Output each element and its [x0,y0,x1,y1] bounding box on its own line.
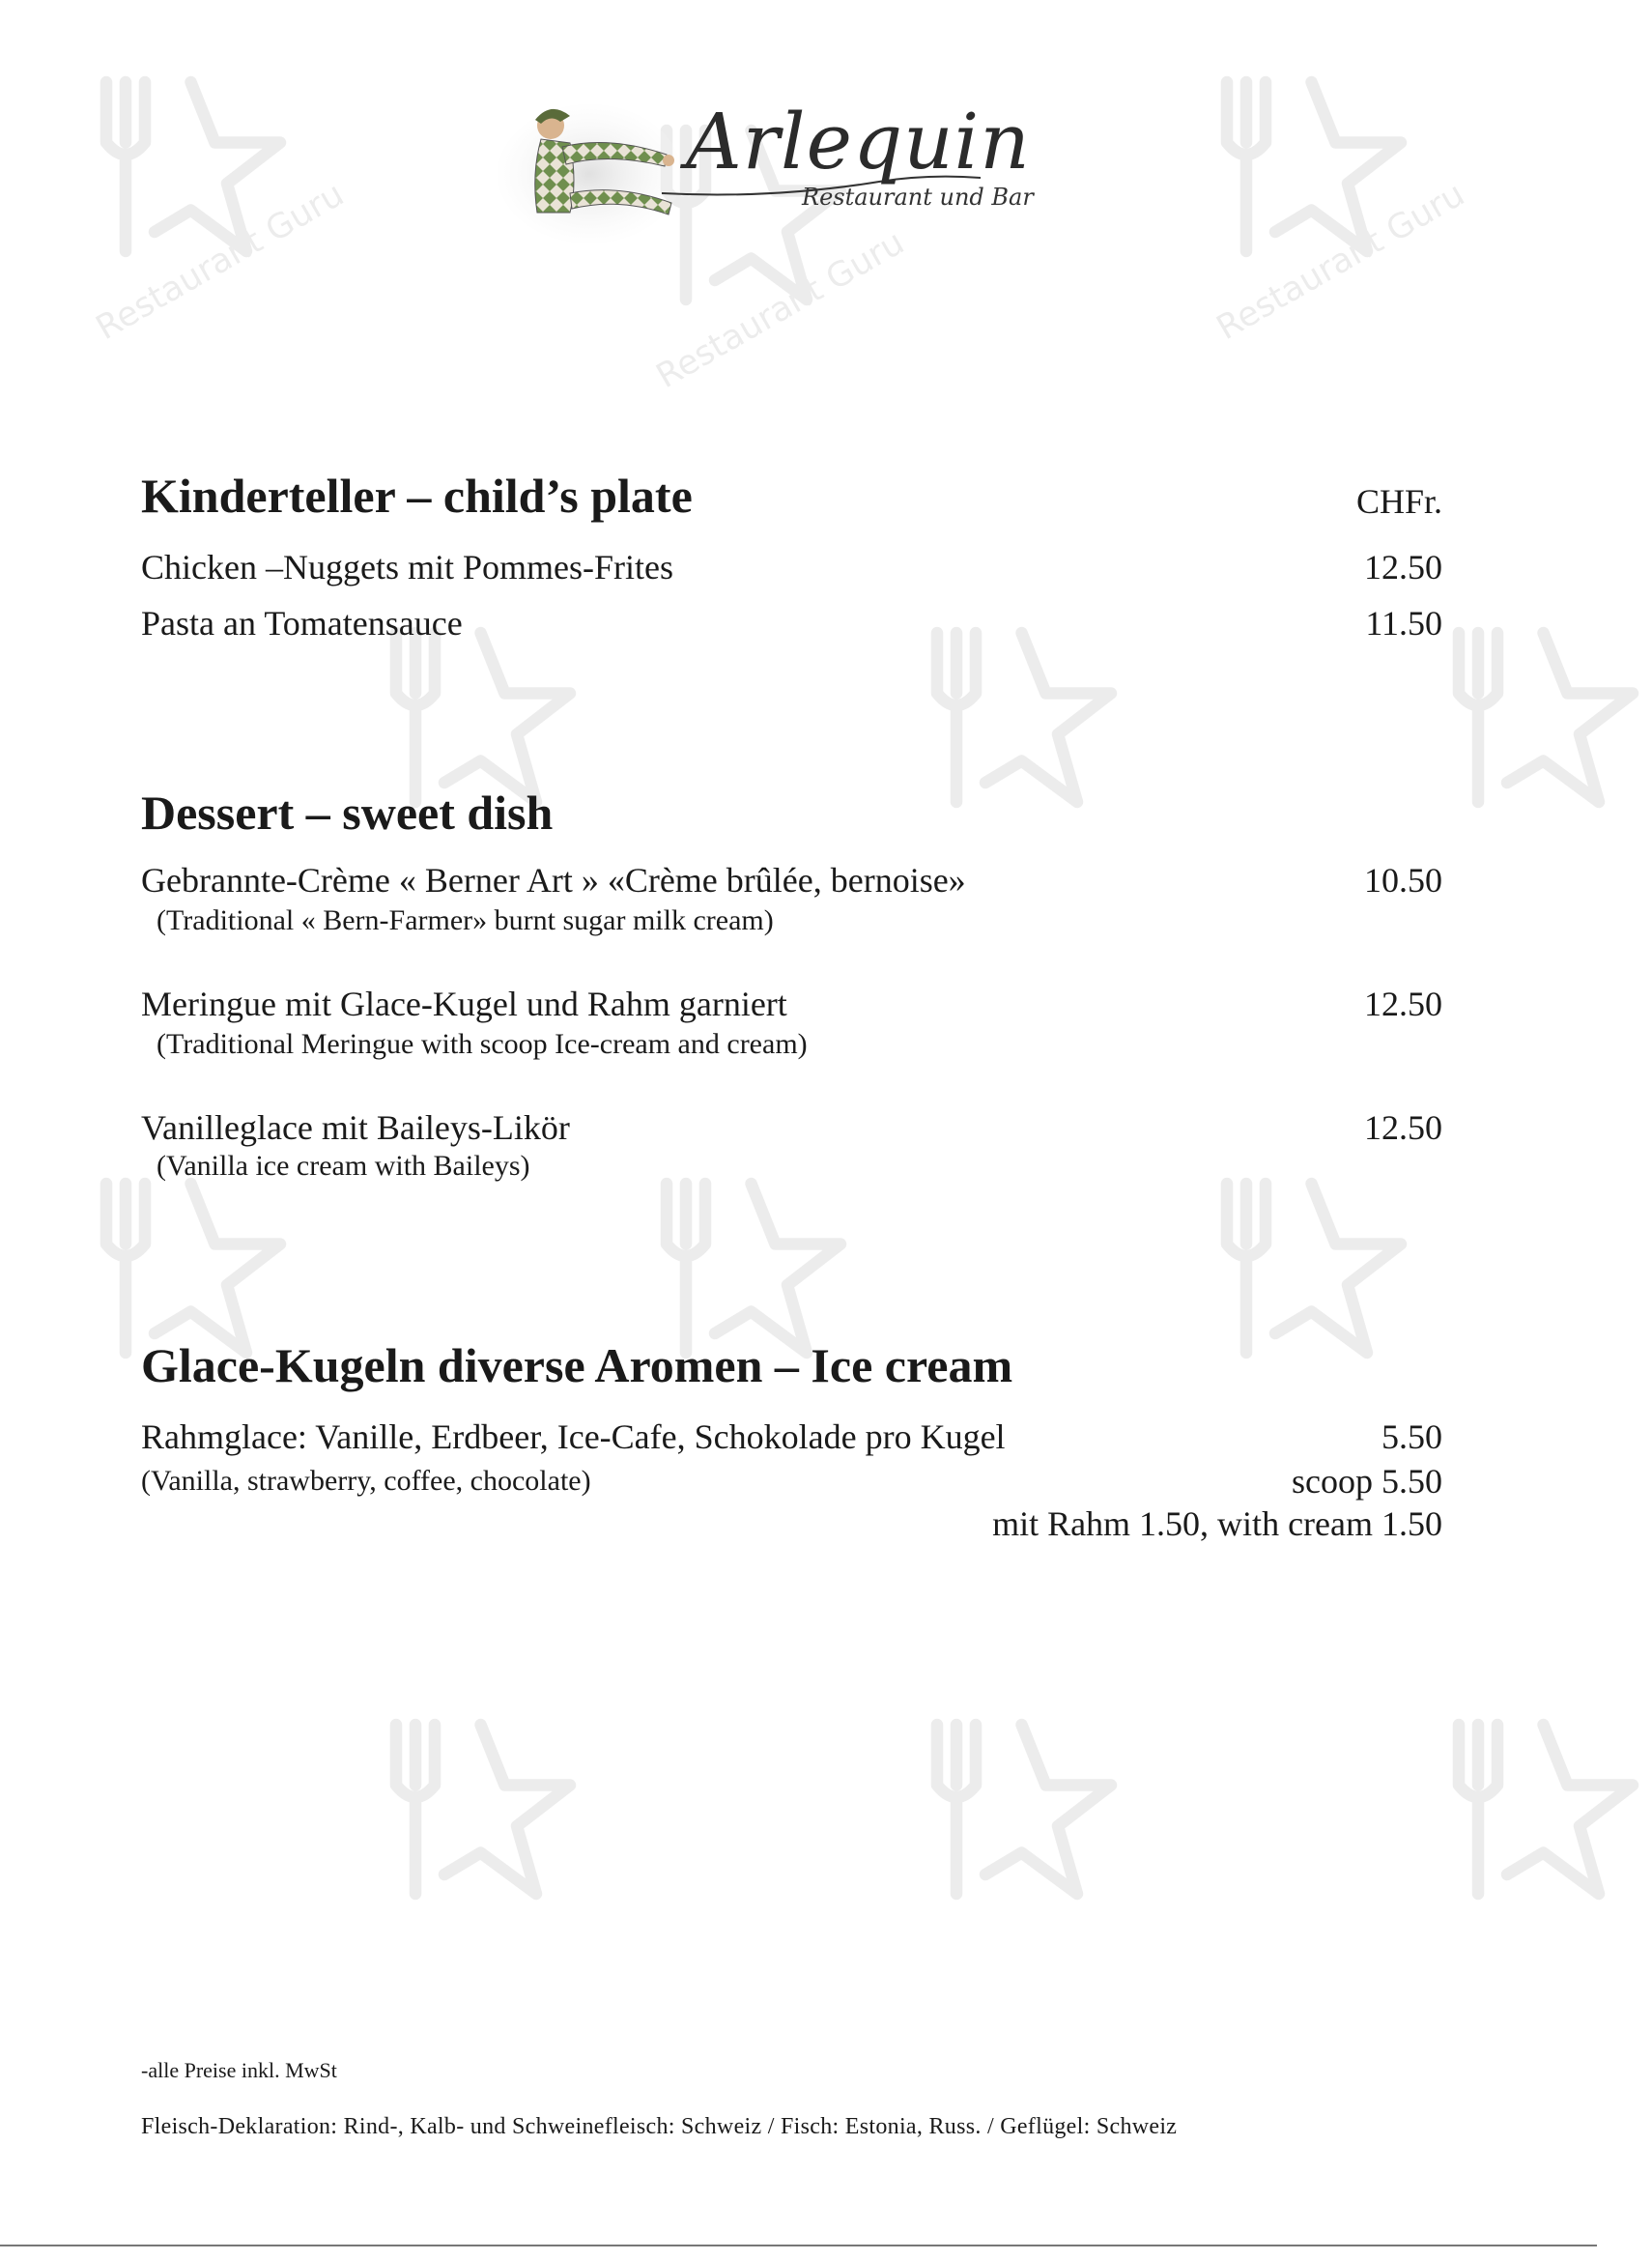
section-title-dessert: Dessert – sweet dish [141,786,554,840]
watermark-fork-star-icon [1179,58,1471,349]
logo-name: Arlequin [686,97,1031,186]
watermark-fork-star-icon [58,58,351,349]
logo-tagline: Restaurant und Bar [802,184,1034,211]
menu-item-description: (Traditional « Bern-Farmer» burnt sugar milk cream) [157,904,774,936]
menu-item-description: (Traditional Meringue with scoop Ice-cream and cream) [157,1028,808,1060]
menu-item-name: Vanilleglace mit Baileys-Likör [141,1108,570,1147]
watermark-fork-star-icon [348,1701,589,1942]
menu-item-name: Gebrannte-Crème « Berner Art » «Crème brûlée, bernoise» [141,861,966,900]
svg-text:Restaurant Guru: Restaurant Guru [89,175,351,349]
currency-label: CHFr. [1355,482,1442,521]
menu-item-price: 12.50 [1364,1108,1442,1147]
menu-item-description: (Vanilla ice cream with Baileys) [157,1150,530,1182]
menu-item-price: 12.50 [1364,985,1442,1023]
menu-item-price: 5.50 [1381,1417,1442,1456]
menu-item-extra: mit Rahm 1.50, with cream 1.50 [992,1504,1442,1543]
svg-text:Restaurant Guru: Restaurant Guru [1210,175,1471,349]
meat-declaration: Fleisch-Deklaration: Rind-, Kalb- und Schweinefleisch: Schweiz / Fisch: Estonia, Russ. / Geflügel: Schweiz [141,2114,1178,2139]
section-title-kinderteller: Kinderteller – child’s plate [141,469,693,523]
menu-item-price-alt: scoop 5.50 [1292,1462,1442,1501]
restaurant-logo [502,97,1082,242]
svg-text:Restaurant Guru: Restaurant Guru [649,223,911,397]
menu-item-price: 11.50 [1365,604,1442,643]
menu-item-name: Meringue mit Glace-Kugel und Rahm garniert [141,985,787,1023]
menu-item-price: 12.50 [1364,548,1442,586]
bottom-divider [0,2245,1597,2246]
menu-item-price: 10.50 [1364,861,1442,900]
menu-item-description: (Vanilla, strawberry, coffee, chocolate) [141,1465,591,1497]
vat-note: -alle Preise inkl. MwSt [141,2058,337,2082]
section-title-ice-cream: Glace-Kugeln diverse Aromen – Ice cream [141,1338,1013,1392]
watermark-fork-star-icon [889,609,1130,850]
watermark-fork-star-icon [1179,1159,1420,1401]
menu-item-name: Pasta an Tomatensauce [141,604,463,643]
menu-item-name: Chicken –Nuggets mit Pommes-Frites [141,548,673,586]
watermark-fork-star-icon [889,1701,1130,1942]
watermark-fork-star-icon [1410,1701,1652,1942]
watermark-fork-star-icon [1410,609,1652,850]
menu-item-name: Rahmglace: Vanille, Erdbeer, Ice-Cafe, Schokolade pro Kugel [141,1417,1006,1456]
